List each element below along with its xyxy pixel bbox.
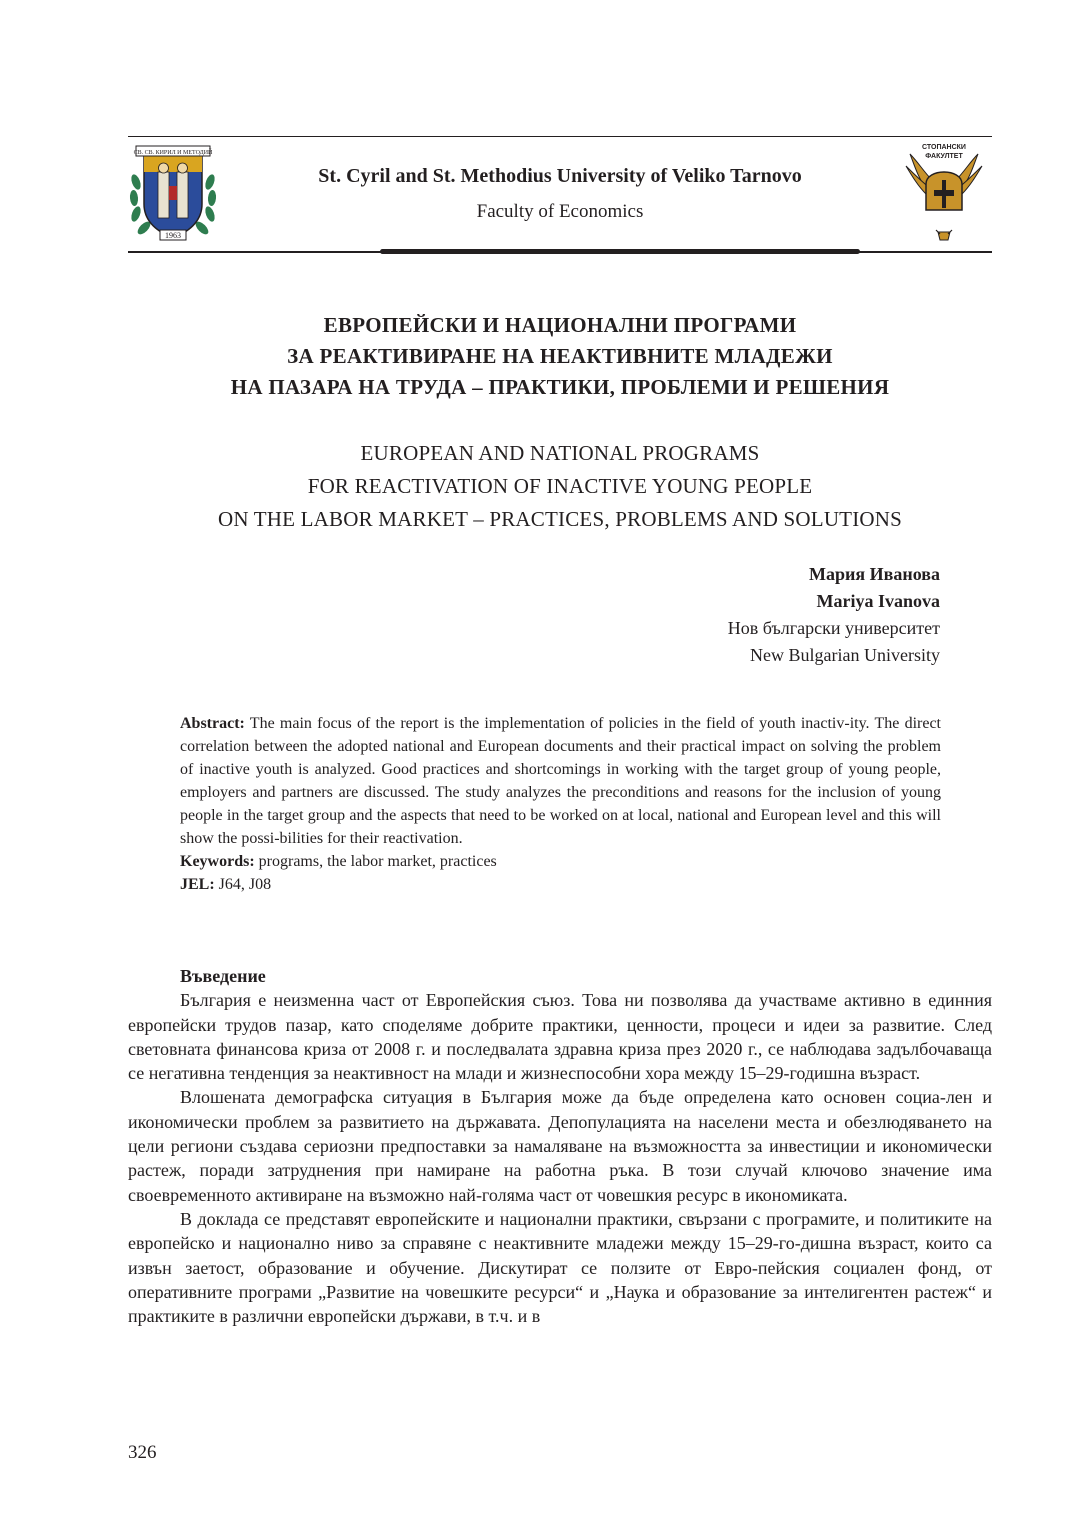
title-bg-line: ЕВРОПЕЙСКИ И НАЦИОНАЛНИ ПРОГРАМИ [323,313,797,337]
abstract-text: The main focus of the report is the implementation of policies in the field of youth inactiv-ity. The direct correlation between the adopted national and European documents and their practical impact on solving the problem of inactive youth is analyzed. Good practices and shortcomings in working with the target group of young people, employers and partners are discussed. The study analyzes the preconditions and reasons for the inclusion of young people in the target group and the aspects that need to be worked on at local, national and European level and this will show the possi-bilities for their reactivation. [180,715,941,847]
title-bulgarian [128,310,992,403]
body-text [128,964,992,1328]
header-top-rule [128,136,992,137]
keywords-label: Keywords: [180,853,255,870]
body-paragraph: България е неизменна част от Европейския съюз. Това ни позволява да участваме активно в единния европейски трудов пазар, като споделяме добрите практики, ценности, процеси и идеи за развитие. След световната финансова криза от 2008 г. и последвалата здравна криза през 2020 г., се наблюдава задълбочаваща се негативна тенденция за неактивност на млади и жизнеспособни хора между 15–29-годишна възраст. [128,990,992,1084]
university-crest-icon [128,142,218,246]
title-bg-line: НА ПАЗАРА НА ТРУДА – ПРАКТИКИ, ПРОБЛЕМИ И РЕШЕНИЯ [230,375,890,399]
body-paragraph: В доклада се представят европейските и национални практики, свързани с програмите, и политиките на европейско и национално ниво за справяне с неактивните младежи между 15–29-го-дишна възраст, които са извън заетост, образование и обучение. Дискутират се ползите от Евро-пейския социален фонд, от оперативните програми „Развитие на човешките ресурси“ и „Наука и образование за интелигентен растеж“ и практиките в различни европейски държави, в т.ч. и в [128,1208,992,1327]
author-block [728,561,940,669]
jel-text: J64, J08 [214,876,272,893]
abstract-paragraph [180,712,941,850]
faculty-name: Faculty of Economics [476,201,644,222]
svg-text:СТОПАНСКИ: СТОПАНСКИ [922,144,966,151]
affiliation-bg: Нов български университет [727,618,940,638]
title-bg-line: ЗА РЕАКТИВИРАНЕ НА НЕАКТИВНИТЕ МЛАДЕЖИ [287,344,833,368]
title-en-line: ON THE LABOR MARKET – PRACTICES, PROBLEMS AND SOLUTIONS [217,507,903,531]
svg-text:СВ. СВ. КИРИЛ И МЕТОДИЙ: СВ. СВ. КИРИЛ И МЕТОДИЙ [133,150,213,156]
svg-text:1963: 1963 [165,231,181,240]
title-en-line: EUROPEAN AND NATIONAL PROGRAMS [360,441,760,465]
jel-label: JEL: [180,876,215,893]
university-name: St. Cyril and St. Methodius University of Veliko Tarnovo [318,165,802,187]
faculty-helmet-icon [904,140,984,248]
jel-line [180,873,941,896]
keywords-line [180,850,941,873]
author-name-en: Mariya Ivanova [816,591,940,611]
keywords-text: programs, the labor market, practices [254,853,497,870]
title-english [128,437,992,536]
svg-text:ФАКУЛТЕТ: ФАКУЛТЕТ [925,153,963,160]
abstract-label: Abstract: [180,715,245,732]
body-paragraph: Влошената демографска ситуация в България може да бъде определена като основен социа-лен и икономически проблем за развитието на държавата. Депопулацията на населени места и обезлюдяването на цели региони създава сериозни предпоставки за намаляване на възможността за инвестиции и икономически растеж, поради затруднения при намиране на работна ръка. В този случай ключово значение има своевременното активиране на възможно най-голяма част от човешкия ресурс в икономиката. [128,1087,992,1205]
author-name-bg: Мария Иванова [809,564,940,584]
header-bottom-rule-accent [380,249,860,254]
abstract-block [180,712,941,896]
affiliation-en: New Bulgarian University [750,645,940,665]
section-heading: Въведение [180,966,266,986]
title-en-line: FOR REACTIVATION OF INACTIVE YOUNG PEOPLE [307,474,813,498]
page-number: 326 [128,1442,157,1463]
